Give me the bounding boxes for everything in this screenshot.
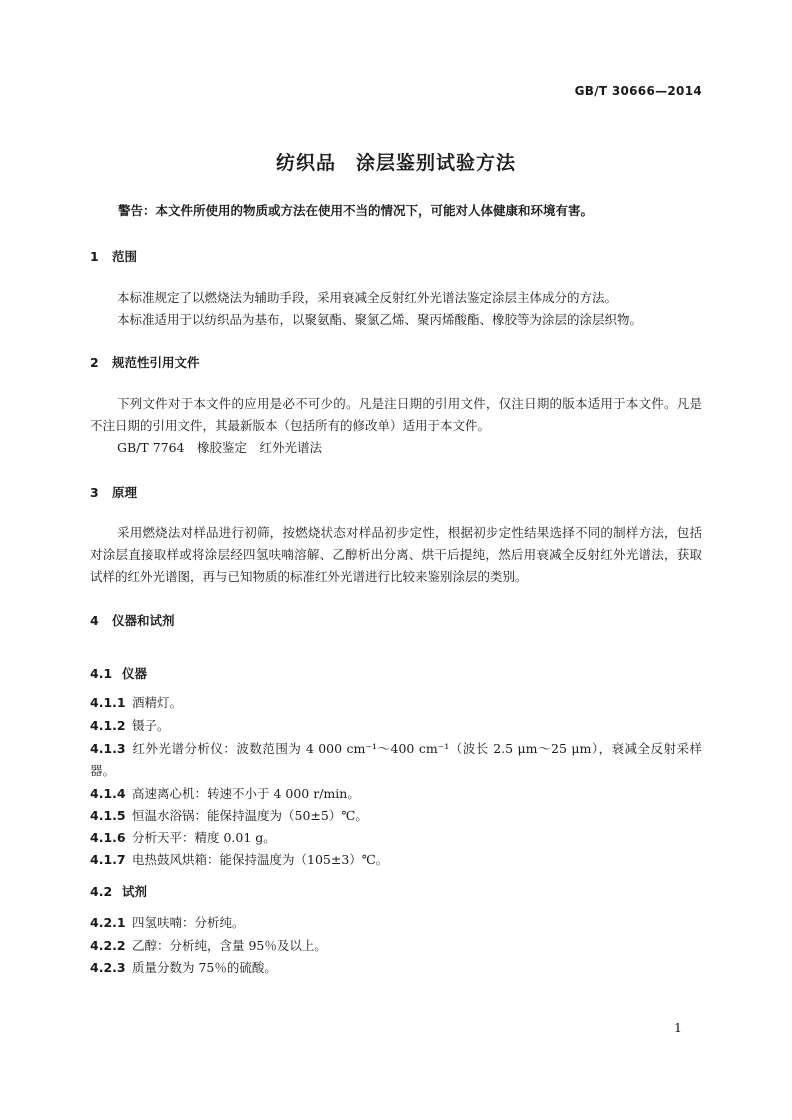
subsection-number: 4.2	[90, 884, 113, 899]
page-number: 1	[674, 1020, 682, 1035]
clause-number: 4.1.1	[90, 695, 126, 710]
reference-item: GB/T 7764 橡胶鉴定 红外光谱法	[117, 440, 323, 455]
standard-code: GB/T 30666—2014	[574, 84, 702, 98]
section-title: 原理	[112, 485, 138, 500]
clause-text: 乙醇：分析纯，含量 95％及以上。	[132, 938, 327, 953]
paragraph: 采用燃烧法对样品进行初筛，按燃烧状态对样品初步定性，根据初步定性结果选择不同的制样方法，包括对涂层直接取样或将涂层经四氢呋喃溶解、乙醇析出分离、烘干后提纯，然后用衰减全反射红外光谱法，获取试样的红外光谱图，再与已知物质的标准红外光谱进行比较来鉴别涂层的类别。	[90, 525, 702, 584]
section-number: 4	[90, 613, 99, 628]
clause-number: 4.1.2	[90, 718, 126, 733]
list-item	[90, 715, 702, 737]
clause-number: 4.1.5	[90, 808, 126, 823]
subsection-title: 试剂	[122, 884, 148, 899]
list-item	[90, 827, 702, 849]
section-heading-scope	[90, 247, 137, 265]
list-item	[90, 805, 702, 827]
section-title: 仪器和试剂	[112, 613, 175, 628]
section-heading-normative-references	[90, 353, 200, 371]
clause-number: 4.2.3	[90, 960, 126, 975]
section-title: 规范性引用文件	[112, 355, 200, 370]
clause-text: 高速离心机：转速不小于 4 000 r/min。	[132, 786, 360, 801]
clause-number: 4.2.1	[90, 915, 126, 930]
clause-number: 4.2.2	[90, 938, 126, 953]
list-item	[90, 935, 702, 957]
paragraph: 本标准适用于以纺织品为基布，以聚氨酯、聚氯乙烯、聚丙烯酸酯、橡胶等为涂层的涂层织物。	[117, 312, 643, 327]
clause-text: 电热鼓风烘箱：能保持温度为（105±3）℃。	[132, 852, 389, 867]
section-number: 1	[90, 249, 99, 264]
section-heading-apparatus-reagents	[90, 611, 175, 629]
clause-text: 酒精灯。	[132, 695, 183, 710]
list-item	[90, 783, 702, 805]
list-item	[90, 738, 702, 782]
clause-number: 4.1.4	[90, 786, 126, 801]
section-number: 3	[90, 485, 99, 500]
list-item	[90, 912, 702, 934]
subsection-heading-apparatus	[90, 664, 147, 682]
list-item	[90, 692, 702, 714]
paragraph: 本标准规定了以燃烧法为辅助手段，采用衰减全反射红外光谱法鉴定涂层主体成分的方法。	[117, 290, 618, 305]
section-title: 范围	[112, 249, 138, 264]
clause-text: 四氢呋喃：分析纯。	[132, 915, 245, 930]
clause-number: 4.1.6	[90, 830, 126, 845]
clause-number: 4.1.7	[90, 852, 126, 867]
clause-text: 恒温水浴锅：能保持温度为（50±5）℃。	[132, 808, 368, 823]
list-item	[90, 849, 702, 871]
warning-text: 警告：本文件所使用的物质或方法在使用不当的情况下，可能对人体健康和环境有害。	[118, 203, 594, 218]
section-heading-principle	[90, 483, 137, 501]
subsection-number: 4.1	[90, 666, 113, 681]
section-number: 2	[90, 355, 99, 370]
list-item	[90, 957, 702, 979]
clause-number: 4.1.3	[90, 741, 126, 756]
clause-text: 分析天平：精度 0.01 g。	[132, 830, 276, 845]
document-title: 纺织品 涂层鉴别试验方法	[275, 152, 516, 174]
clause-text: 镊子。	[132, 718, 170, 733]
subsection-heading-reagents	[90, 882, 147, 900]
subsection-title: 仪器	[122, 666, 148, 681]
paragraph: 下列文件对于本文件的应用是必不可少的。凡是注日期的引用文件，仅注日期的版本适用于本文件。凡是不注日期的引用文件，其最新版本（包括所有的修改单）适用于本文件。	[90, 396, 702, 433]
clause-text: 质量分数为 75％的硫酸。	[132, 960, 277, 975]
clause-text: 红外光谱分析仪：波数范围为 4 000 cm⁻¹～400 cm⁻¹（波长 2.5 μm～25 μm），衰减全反射采样器。	[90, 741, 702, 778]
